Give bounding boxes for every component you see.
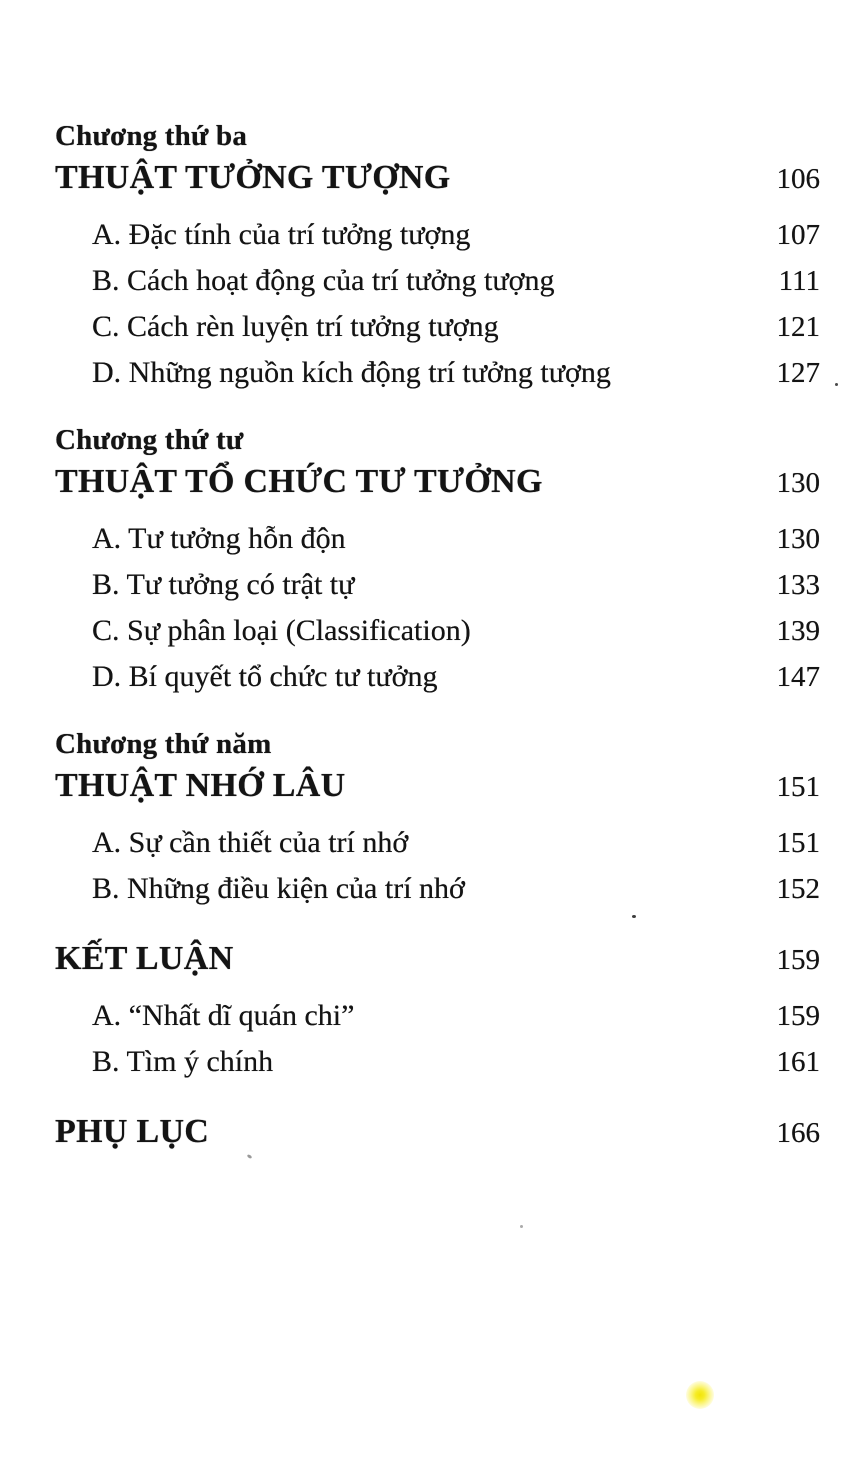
section-title-row (55, 157, 820, 199)
section-title: THUẬT TƯỞNG TƯỢNG (55, 159, 451, 196)
toc-item (55, 866, 820, 912)
toc-item-page-number: 107 (776, 219, 820, 251)
toc-item-label: C. Cách rèn luyện trí tưởng tượng (92, 310, 499, 343)
chapter-label: Chương thứ ba (55, 120, 248, 152)
section-page-number: 159 (776, 944, 820, 976)
toc-item (55, 993, 820, 1039)
scan-speck (632, 915, 636, 918)
toc-item (55, 562, 820, 608)
toc-item (55, 820, 820, 866)
toc-item-page-number: 152 (776, 873, 820, 905)
section-page-number: 106 (776, 163, 820, 195)
section-title: PHỤ LỤC (55, 1113, 210, 1150)
toc-item-page-number: 133 (776, 569, 820, 601)
toc-item-page-number: 111 (778, 265, 820, 297)
section-page-number: 151 (776, 771, 820, 803)
section-page-number: 130 (776, 467, 820, 499)
section-title: THUẬT TỔ CHỨC TƯ TƯỞNG (55, 463, 543, 500)
toc-item-label: A. “Nhất dĩ quán chi” (92, 999, 355, 1032)
chapter-label: Chương thứ tư (55, 424, 244, 456)
toc-section-appendix (55, 1111, 820, 1153)
section-title-row (55, 1111, 820, 1153)
toc-item-page-number: 127 (776, 357, 820, 389)
toc-item (55, 258, 820, 304)
section-title-row (55, 461, 820, 503)
toc-item (55, 608, 820, 654)
toc-section-chapter-4 (55, 422, 820, 700)
section-items (55, 820, 820, 912)
toc-item-page-number: 161 (776, 1046, 820, 1078)
scan-speck (520, 1225, 523, 1228)
section-items (55, 993, 820, 1085)
scan-speck (247, 1154, 253, 1159)
toc-item-label: D. Những nguồn kích động trí tưởng tượng (92, 356, 611, 389)
section-title: THUẬT NHỚ LÂU (55, 767, 346, 804)
toc-section-conclusion (55, 938, 820, 1085)
toc-item (55, 1039, 820, 1085)
section-items (55, 516, 820, 700)
toc-item-page-number: 139 (776, 615, 820, 647)
toc-item-page-number: 121 (776, 311, 820, 343)
toc-item (55, 516, 820, 562)
section-title: KẾT LUẬN (55, 940, 234, 977)
section-title-row (55, 765, 820, 807)
toc-item (55, 654, 820, 700)
toc-item-label: A. Tư tưởng hỗn độn (92, 522, 346, 555)
toc-item (55, 212, 820, 258)
toc-item (55, 350, 820, 396)
toc-item-label: C. Sự phân loại (Classification) (92, 614, 471, 647)
section-title-row (55, 938, 820, 980)
toc-item-label: D. Bí quyết tổ chức tư tưởng (92, 660, 438, 693)
toc-item-label: B. Tư tưởng có trật tự (92, 568, 355, 601)
section-page-number: 166 (776, 1117, 820, 1149)
chapter-label: Chương thứ năm (55, 728, 272, 760)
toc-item (55, 304, 820, 350)
toc-item-page-number: 147 (776, 661, 820, 693)
toc-item-page-number: 151 (776, 827, 820, 859)
section-items (55, 212, 820, 396)
toc-item-label: B. Những điều kiện của trí nhớ (92, 872, 465, 905)
toc-item-page-number: 159 (776, 1000, 820, 1032)
toc-item-page-number: 130 (776, 523, 820, 555)
scan-speck-yellow (686, 1381, 714, 1409)
toc-section-chapter-3 (55, 118, 820, 396)
toc-item-label: B. Tìm ý chính (92, 1045, 274, 1078)
toc-item-label: A. Đặc tính của trí tưởng tượng (92, 218, 471, 251)
toc-item-label: A. Sự cần thiết của trí nhớ (92, 826, 409, 859)
scan-speck (835, 383, 838, 386)
toc-section-chapter-5 (55, 726, 820, 912)
toc-item-label: B. Cách hoạt động của trí tưởng tượng (92, 264, 555, 297)
